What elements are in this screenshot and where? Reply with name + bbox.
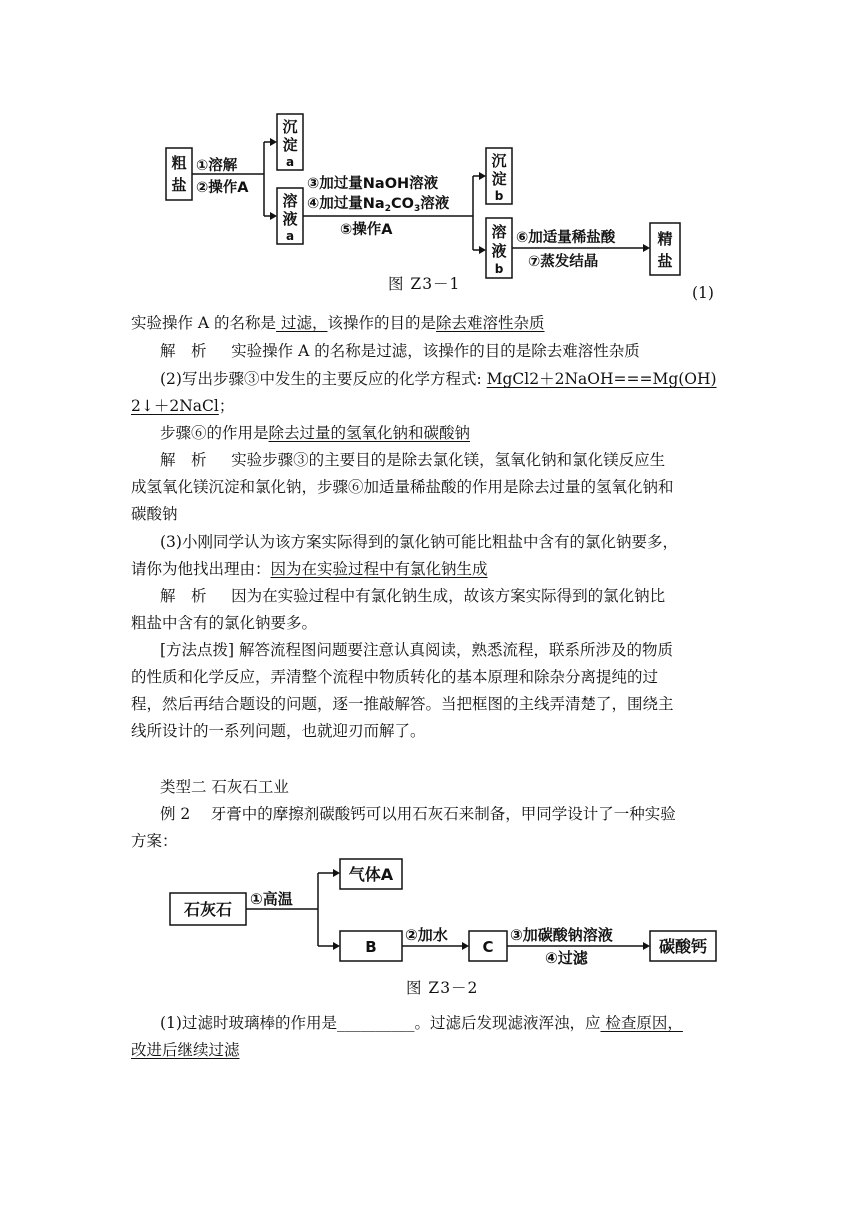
precip-b-label-2: 淀 — [491, 170, 507, 188]
analysis-1: 解 析 实验操作 A 的名称是过滤，该操作的目的是除去难溶性杂质 — [160, 342, 640, 360]
question-3-line2: 请你为他找出理由：因为在实验过程中有氯化钠生成 — [131, 560, 488, 578]
figure-caption-2: 图 Z3－2 — [406, 979, 479, 997]
b-label: B — [365, 938, 377, 956]
answer-purpose: 除去难溶性杂质 — [436, 314, 545, 332]
analysis-3-line1: 解 析 因为在实验过程中有氯化钠生成，故该方案实际得到的氯化钠比 — [160, 587, 666, 605]
step-6-label: ⑥加适量稀盐酸 — [516, 230, 616, 246]
gas-a-label: 气体A — [348, 865, 394, 884]
figure-z3-2 — [168, 855, 728, 970]
solution-a-label-2: 液 — [282, 210, 298, 228]
c-label: C — [482, 938, 494, 956]
question-3-line1: (3)小刚同学认为该方案实际得到的氯化钠可能比粗盐中含有的氯化钠要多， — [160, 533, 678, 551]
solution-a-label-3: a — [285, 229, 295, 243]
answer-blank: __________ — [336, 1014, 415, 1032]
solution-b-label-2: 液 — [491, 242, 507, 260]
limestone-label: 石灰石 — [183, 900, 233, 919]
step-2-add-water: ②加水 — [405, 926, 448, 944]
section-heading-type2: 类型二 石灰石工业 — [160, 778, 289, 796]
answer-refilter: 改进后继续过滤 — [131, 1041, 240, 1059]
flowchart-z3-1 — [160, 108, 720, 283]
solution-b-label-3: b — [494, 262, 504, 276]
tips-line2: 的性质和化学反应，弄清整个流程中物质转化的基本原理和除杂分离提纯的过 — [131, 668, 659, 686]
step-2-label: ②操作A — [196, 180, 249, 196]
crude-salt-label-1: 粗 — [171, 154, 187, 172]
step-5-label: ⑤操作A — [340, 222, 393, 238]
step-4-filter: ④过滤 — [545, 949, 588, 967]
tips-line3: 程，然后再结合题设的问题，逐一推敲解答。当把框图的主线弄清楚了，围绕主 — [131, 695, 674, 713]
question-2b: 步骤⑥的作用是除去过量的氢氧化钠和碳酸钠 — [160, 424, 471, 442]
precip-a-label-1: 沉 — [282, 118, 298, 136]
analysis-2-line2: 成氢氧化镁沉淀和氯化钠，步骤⑥加适量稀盐酸的作用是除去过量的氢氧化钠和 — [131, 478, 674, 496]
figure-z3-1 — [160, 108, 720, 283]
fine-salt-label-1: 精 — [657, 230, 673, 248]
question-number-1: (1) — [692, 284, 714, 302]
caco3-label: 碳酸钙 — [658, 937, 708, 956]
tips-line4: 线所设计的一系列问题，也就迎刃而解了。 — [131, 722, 426, 740]
figure-caption-1: 图 Z3－1 — [388, 275, 461, 293]
analysis-2-line1: 解 析 实验步骤③的主要目的是除去氯化镁，氢氧化钠和氯化镁反应生 — [160, 451, 666, 469]
flowchart-z3-2 — [168, 855, 728, 970]
fine-salt-label-2: 盐 — [657, 252, 673, 270]
step-3-add-na2co3: ③加碳酸钠溶液 — [510, 926, 613, 944]
example-2-line2: 方案： — [131, 832, 178, 850]
question-4-line2 — [131, 1038, 240, 1062]
solution-a-label-1: 溶 — [282, 192, 298, 210]
step-1-high-temp: ①高温 — [250, 890, 293, 908]
crude-salt-label-2: 盐 — [171, 176, 187, 194]
answer-check-reason: 检查原因， — [600, 1014, 683, 1032]
step-7-label: ⑦蒸发结晶 — [528, 254, 599, 270]
analysis-2-line3: 碳酸钠 — [131, 505, 178, 523]
equation-part-1: MgCl2＋2NaOH===Mg(OH) — [486, 370, 717, 388]
step-4-label: ④加过量$Na_2CO_3$溶液 — [307, 196, 450, 214]
question-2-cont: 2↓＋2NaCl； — [131, 397, 235, 415]
precip-a-label-2: 淀 — [282, 136, 298, 154]
solution-b-label-1: 溶 — [491, 223, 507, 241]
precip-b-label-1: 沉 — [491, 152, 507, 170]
answer-reason: 因为在实验过程中有氯化钠生成 — [270, 560, 488, 578]
precip-b-label-3: b — [494, 189, 504, 203]
answer-step6: 除去过量的氢氧化钠和碳酸钠 — [268, 424, 471, 442]
question-2: (2)写出步骤③中发生的主要反应的化学方程式: MgCl2＋2NaOH===Mg(OH) — [160, 370, 717, 388]
answer-filter: 过滤， — [276, 314, 328, 332]
analysis-3-line2: 粗盐中含有的氯化钠要多。 — [131, 614, 318, 632]
example-2-line1: 例 2 牙膏中的摩擦剂碳酸钙可以用石灰石来制备，甲同学设计了一种实验 — [160, 805, 676, 823]
question-1: 实验操作 A 的名称是 过滤，该操作的目的是除去难溶性杂质 — [131, 314, 545, 332]
tips-line1: [方法点拨] 解答流程图问题要注意认真阅读，熟悉流程，联系所涉及的物质 — [160, 641, 674, 659]
step-3-label: ③加过量NaOH溶液 — [307, 176, 439, 192]
step-1-label: ①溶解 — [196, 158, 238, 174]
question-4-line1: (1)过滤时玻璃棒的作用是__________。过滤后发现滤液浑浊，应 检查原因， — [160, 1014, 683, 1032]
equation-part-2: 2↓＋2NaCl — [131, 397, 219, 415]
precip-a-label-3: a — [285, 155, 295, 169]
